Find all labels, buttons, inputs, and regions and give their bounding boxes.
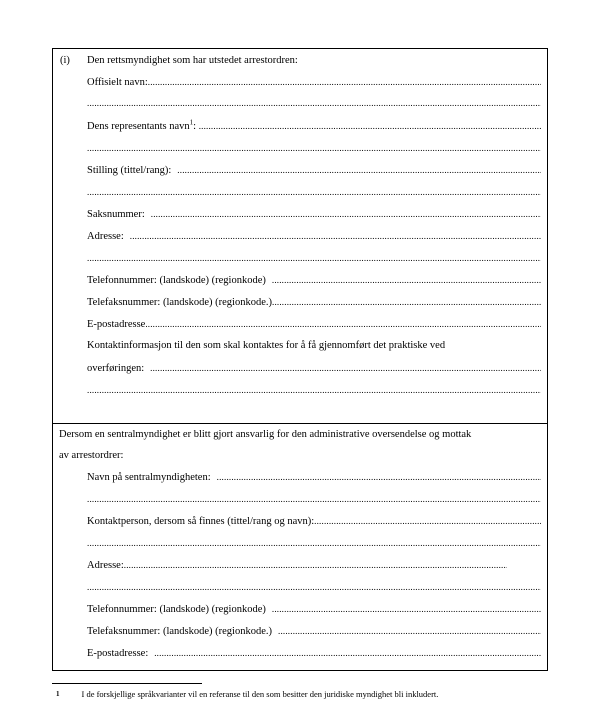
fill-line[interactable] bbox=[278, 624, 541, 638]
fill-line[interactable] bbox=[272, 295, 541, 309]
central-authority-intro-continued: av arrestordrer: bbox=[59, 450, 124, 461]
fax-field[interactable]: Telefaksnummer: (landskode) (regionkode.) ..... bbox=[87, 295, 541, 310]
footnote bbox=[56, 689, 438, 700]
central-fax-field[interactable]: Telefaksnummer: (landskode) (regionkode.) ..... bbox=[87, 624, 541, 639]
contact-info-field[interactable]: overføringen: ..... bbox=[87, 361, 541, 376]
authority-name-field-continued[interactable] bbox=[87, 492, 541, 506]
position-field-continued[interactable] bbox=[87, 185, 541, 199]
address-field[interactable]: Adresse: ..... bbox=[87, 229, 541, 244]
authority-name-field[interactable]: Navn på sentralmyndigheten: ..... bbox=[87, 470, 541, 485]
official-name-field[interactable]: Offisielt navn: ..... bbox=[87, 75, 541, 90]
footnote-divider bbox=[52, 683, 202, 684]
fill-line[interactable] bbox=[87, 141, 541, 155]
fill-line[interactable] bbox=[150, 361, 541, 375]
contact-info-field-continued[interactable] bbox=[87, 383, 541, 397]
representative-name-field[interactable]: Dens representants navn$^1$: ..... bbox=[87, 119, 541, 134]
case-number-field[interactable]: Saksnummer: ..... bbox=[87, 207, 541, 222]
fill-line[interactable] bbox=[87, 251, 541, 265]
issuing-authority-section bbox=[53, 49, 547, 424]
central-address-field[interactable]: Adresse: ..... bbox=[87, 558, 507, 573]
central-authority-intro: Dersom en sentralmyndighet er blitt gjort ansvarlig for den administrative oversendelse og mottak bbox=[59, 429, 472, 440]
fill-line[interactable] bbox=[145, 317, 541, 331]
central-email-field[interactable]: E-postadresse: ..... bbox=[87, 646, 541, 661]
fill-line[interactable] bbox=[148, 75, 541, 89]
email-field[interactable]: E-postadresse ..... bbox=[87, 317, 541, 332]
footnote-number: 1 bbox=[56, 690, 60, 698]
fill-line[interactable] bbox=[154, 646, 541, 660]
central-phone-field[interactable]: Telefonnummer: (landskode) (regionkode) ..... bbox=[87, 602, 541, 617]
footnote-text: I de forskjellige språkvarianter vil en referanse til den som besitter den juridiske myndighet bli inkludert. bbox=[81, 689, 439, 699]
fill-line[interactable] bbox=[87, 492, 541, 506]
fill-line[interactable] bbox=[151, 207, 541, 221]
fill-line[interactable] bbox=[87, 383, 541, 397]
contact-person-field-continued[interactable] bbox=[87, 536, 541, 550]
official-name-field-continued[interactable] bbox=[87, 96, 541, 110]
phone-field[interactable]: Telefonnummer: (landskode) (regionkode) ..... bbox=[87, 273, 541, 288]
fill-line[interactable] bbox=[124, 558, 507, 572]
fill-line[interactable] bbox=[314, 514, 541, 528]
section-marker: (i) bbox=[60, 55, 70, 66]
representative-name-field-continued[interactable] bbox=[87, 141, 541, 155]
fill-line[interactable] bbox=[272, 602, 541, 616]
footnote-reference: 1 bbox=[189, 118, 194, 127]
warrant-form bbox=[52, 48, 548, 671]
fill-line[interactable] bbox=[87, 185, 541, 199]
address-field-continued[interactable] bbox=[87, 251, 541, 265]
fill-line[interactable] bbox=[177, 163, 541, 177]
fill-line[interactable] bbox=[130, 229, 541, 243]
section-heading: Den rettsmyndighet som har utstedet arrestordren: bbox=[87, 55, 298, 66]
fill-line[interactable] bbox=[272, 273, 541, 287]
contact-info-label: Kontaktinformasjon til den som skal kontaktes for å få gjennomført det praktiske ved bbox=[87, 340, 446, 351]
central-authority-section bbox=[53, 424, 547, 670]
fill-line[interactable] bbox=[87, 536, 541, 550]
fill-line[interactable] bbox=[87, 580, 541, 594]
central-address-field-continued[interactable] bbox=[87, 580, 541, 594]
position-field[interactable]: Stilling (tittel/rang): ..... bbox=[87, 163, 541, 178]
fill-line[interactable] bbox=[217, 470, 541, 484]
fill-line[interactable] bbox=[199, 119, 541, 133]
fill-line[interactable] bbox=[87, 96, 541, 110]
contact-person-field[interactable]: Kontaktperson, dersom så finnes (tittel/rang og navn): ..... bbox=[87, 514, 541, 529]
